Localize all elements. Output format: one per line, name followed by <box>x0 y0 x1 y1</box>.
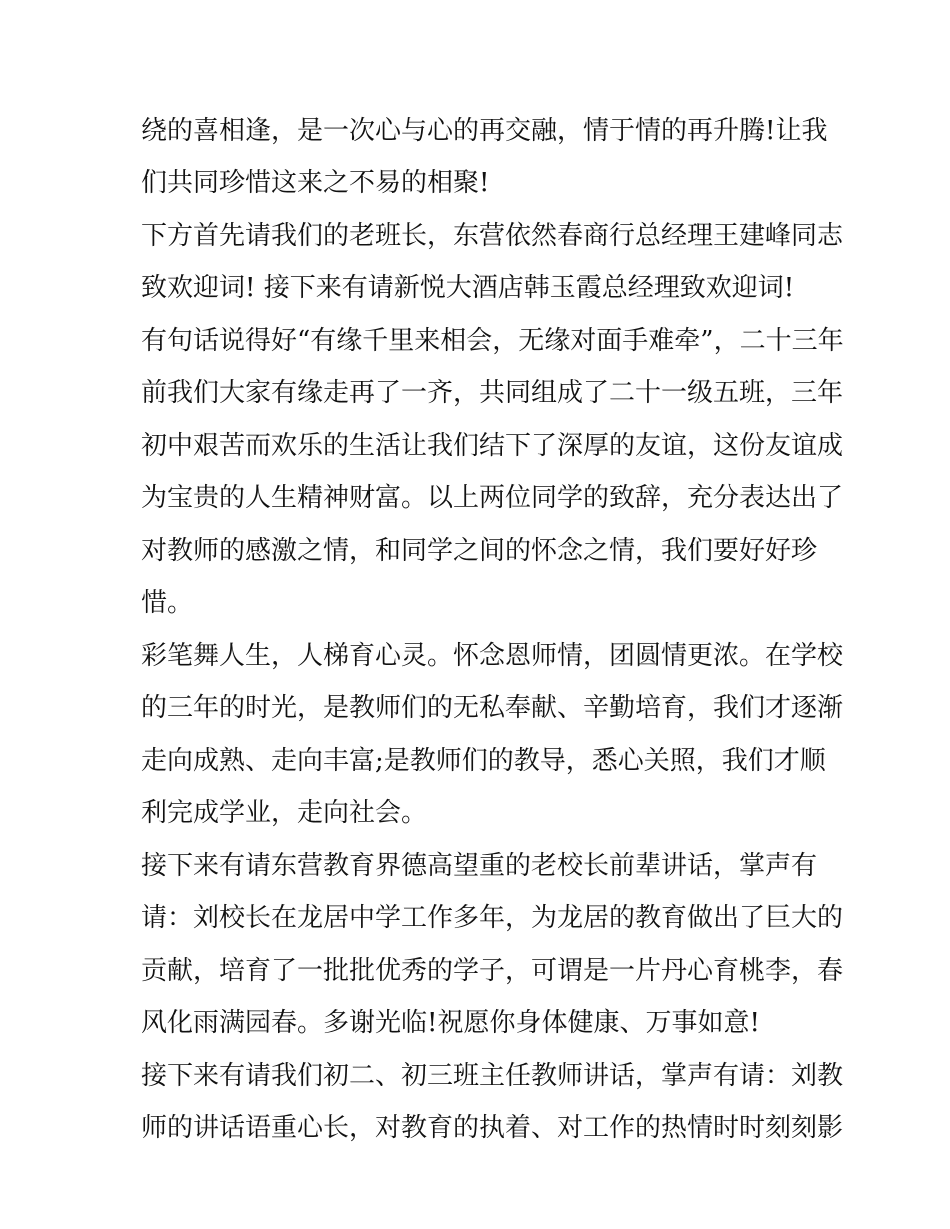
text-line: 对教师的感激之情，和同学之间的怀念之情，我们要好好珍 <box>141 536 818 566</box>
text-line: 初中艰苦而欢乐的生活让我们结下了深厚的友谊，这份友谊成 <box>141 431 844 461</box>
text-line: 为宝贵的人生精神财富。以上两位同学的致辞，充分表达出了 <box>141 483 844 513</box>
text-line: 致欢迎词! 接下来有请新悦大酒店韩玉霞总经理致欢迎词! <box>141 273 795 303</box>
text-line: 接下来有请我们初二、初三班主任教师讲话，掌声有请：刘教 <box>141 1061 844 1091</box>
text-line: 绕的喜相逢，是一次心与心的再交融，情于情的再升腾!让我 <box>141 116 828 146</box>
text-line: 下方首先请我们的老班长，东营依然春商行总经理王建峰同志 <box>141 221 844 251</box>
text-line: 有句话说得好“有缘千里来相会，无缘对面手难牵”，二十三年 <box>141 326 844 356</box>
text-line: 前我们大家有缘走再了一齐，共同组成了二十一级五班，三年 <box>141 378 844 408</box>
text-line: 利完成学业，走向社会。 <box>141 798 428 828</box>
text-line: 风化雨满园春。多谢光临!祝愿你身体健康、万事如意! <box>141 1008 760 1038</box>
text-line: 走向成熟、走向丰富;是教师们的教导，悉心关照，我们才顺 <box>141 746 826 776</box>
text-line: 师的讲话语重心长，对教育的执着、对工作的热情时时刻刻影 <box>141 1113 844 1143</box>
text-line: 请：刘校长在龙居中学工作多年，为龙居的教育做出了巨大的 <box>141 903 844 933</box>
text-line: 们共同珍惜这来之不易的相聚! <box>141 168 490 198</box>
text-line: 彩笔舞人生，人梯育心灵。怀念恩师情，团圆情更浓。在学校 <box>141 641 844 671</box>
text-line: 的三年的时光，是教师们的无私奉献、辛勤培育，我们才逐渐 <box>141 693 844 723</box>
text-line: 接下来有请东营教育界德高望重的老校长前辈讲话，掌声有 <box>141 851 818 881</box>
text-line: 惜。 <box>141 588 194 618</box>
text-line: 贡献，培育了一批批优秀的学子，可谓是一片丹心育桃李，春 <box>141 956 844 986</box>
